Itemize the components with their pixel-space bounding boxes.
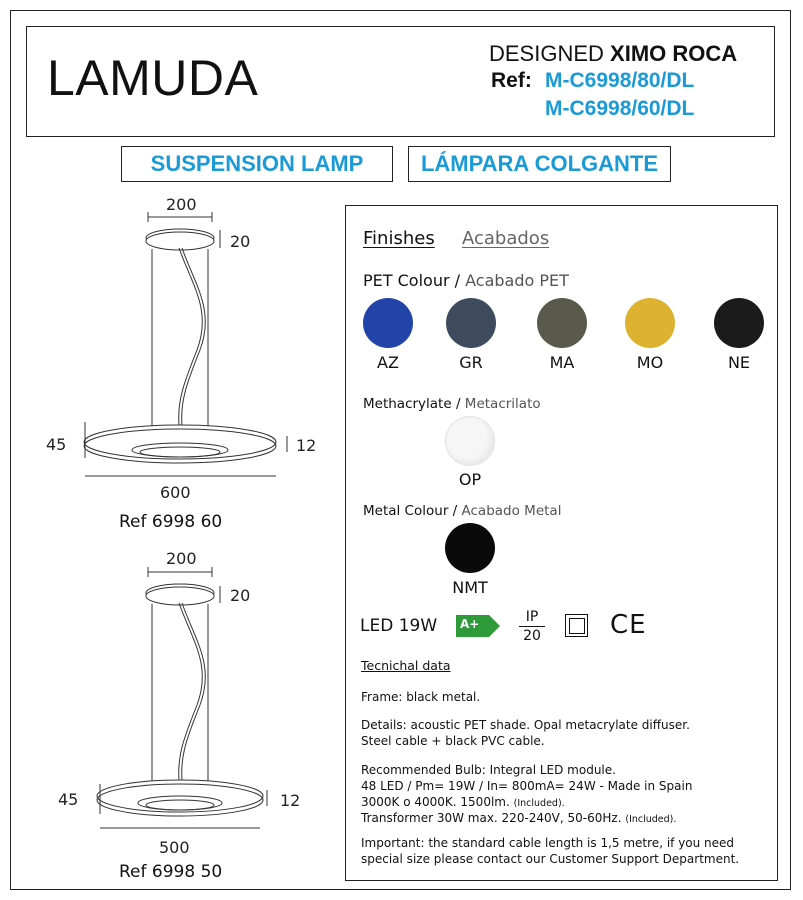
swatch-code-op: OP	[458, 470, 482, 489]
tab-finishes[interactable]: Finishes	[363, 228, 435, 249]
swatch-code-gr: GR	[459, 353, 483, 372]
power-cable-1	[182, 248, 206, 425]
pet-colour-title: PET Colour / Acabado PET	[363, 271, 569, 290]
finishes-panel	[345, 205, 778, 881]
dim-canopy-height-1: 20	[230, 232, 251, 251]
power-cable-2	[182, 603, 206, 780]
dim-diameter-1: 600	[160, 483, 191, 502]
swatch-gr[interactable]	[446, 298, 496, 348]
swatch-code-ne: NE	[727, 353, 751, 372]
ip-rating: IP 20	[519, 609, 545, 644]
dim-canopy-height-2: 20	[230, 586, 251, 605]
ref-code-60: M-C6998/60/DL	[545, 97, 695, 120]
designer-name: XIMO ROCA	[610, 41, 738, 66]
tech-bulb-3: 3000K o 4000K. 1500lm. (Included).	[361, 795, 565, 809]
swatch-code-mo: MO	[636, 353, 664, 372]
energy-class-badge	[456, 615, 500, 637]
tech-frame: Frame: black metal.	[361, 690, 481, 704]
header-box	[26, 26, 775, 137]
tech-bulb-2: 48 LED / Pm= 19W / In= 800mA= 24W - Made in Spain	[361, 779, 693, 793]
shade-1	[84, 425, 276, 459]
tech-important-1: Important: the standard cable length is 1,5 metre, if you need	[361, 836, 735, 850]
ref-code-80: M-C6998/80/DL	[545, 69, 695, 92]
energy-class-text: A+	[460, 617, 480, 631]
tech-bulb-1: Recommended Bulb: Integral LED module.	[361, 763, 616, 777]
designed-prefix: DESIGNED	[489, 41, 604, 66]
tech-data-title: Tecnichal data	[361, 658, 451, 673]
lamp-drawing-svg	[40, 190, 330, 890]
swatch-op[interactable]	[445, 416, 495, 466]
dim-diffuser-height-2: 12	[280, 791, 301, 810]
class-ii-icon	[565, 614, 588, 637]
swatch-code-nmt: NMT	[452, 578, 488, 597]
metal-colour-title: Metal Colour / Acabado Metal	[363, 503, 562, 519]
tab-acabados[interactable]: Acabados	[462, 228, 550, 249]
swatch-nmt[interactable]	[445, 523, 495, 573]
ref-caption-1: Ref 6998 60	[119, 512, 223, 532]
product-name: LAMUDA	[47, 50, 259, 106]
tech-details-1: Details: acoustic PET shade. Opal metacrylate diffuser.	[361, 718, 690, 732]
dim-shade-height-1: 45	[46, 435, 67, 454]
swatch-az[interactable]	[363, 298, 413, 348]
swatch-ma[interactable]	[537, 298, 587, 348]
dim-shade-height-2: 45	[58, 790, 79, 809]
swatch-mo[interactable]	[625, 298, 675, 348]
ref-label: Ref:	[491, 69, 532, 92]
ce-mark: CE	[610, 610, 647, 640]
dim-diameter-2: 500	[159, 838, 190, 857]
swatch-code-az: AZ	[377, 353, 399, 372]
dim-canopy-width-2: 200	[166, 549, 197, 568]
title-english: SUSPENSION LAMP	[121, 146, 393, 182]
tech-bulb-4: Transformer 30W max. 220-240V, 50-60Hz. (Included).	[361, 811, 677, 825]
dim-diffuser-height-1: 12	[296, 436, 317, 455]
swatch-code-ma: MA	[549, 353, 575, 372]
dim-canopy-width-1: 200	[166, 195, 197, 214]
title-spanish: LÁMPARA COLGANTE	[408, 146, 671, 182]
tech-important-2: special size please contact our Customer Support Department.	[361, 852, 740, 866]
technical-drawings	[40, 190, 330, 890]
tech-details-2: Steel cable + black PVC cable.	[361, 734, 545, 748]
led-power-label: LED 19W	[360, 616, 438, 636]
ref-caption-2: Ref 6998 50	[119, 862, 223, 882]
methacrylate-title: Methacrylate / Metacrilato	[363, 396, 541, 412]
swatch-ne[interactable]	[714, 298, 764, 348]
designer-line	[489, 41, 737, 67]
